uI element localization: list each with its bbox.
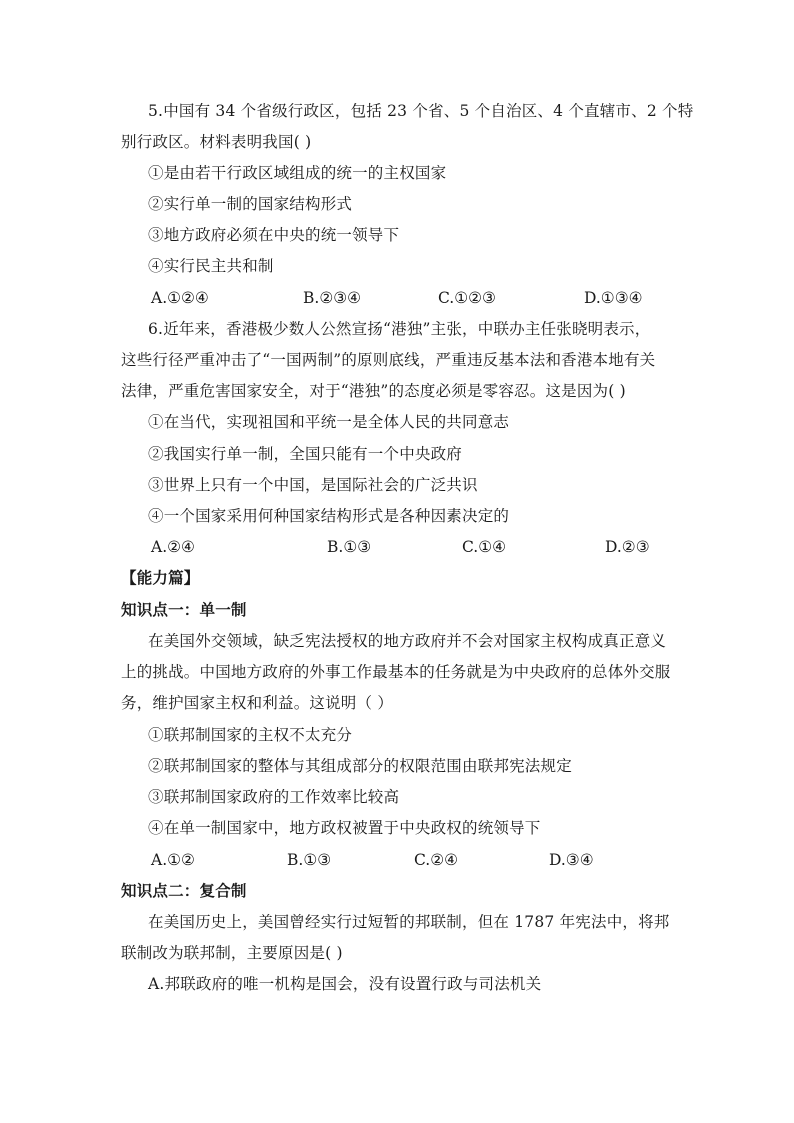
q6-item-4: ④一个国家采用何种国家结构形式是各种因素决定的	[148, 507, 510, 525]
kp2-stem-line1: 在美国历史上，美国曾经实行过短暂的邦联制，但在 1787 年宪法中，将邦	[148, 913, 670, 931]
kp1-option-c: C.②④	[414, 851, 459, 869]
kp1-title: 知识点一：单一制	[121, 601, 247, 619]
q6-stem-line1: 6.近年来，香港极少数人公然宣扬“港独”主张，中联办主任张晓明表示，	[148, 320, 651, 338]
q5-option-a: A.①②④	[151, 289, 209, 307]
q6-item-3: ③世界上只有一个中国，是国际社会的广泛共识	[148, 476, 478, 494]
kp1-stem-line1: 在美国外交领域，缺乏宪法授权的地方政府并不会对国家主权构成真正意义	[148, 632, 667, 650]
q5-item-2: ②实行单一制的国家结构形式	[148, 195, 353, 213]
kp2-stem-line2: 联制改为联邦制，主要原因是( )	[121, 944, 343, 962]
kp2-title: 知识点二：复合制	[121, 882, 247, 900]
section-title: 【能力篇】	[121, 569, 200, 587]
q5-stem-line2: 别行政区。材料表明我国( )	[121, 133, 312, 151]
kp1-stem-line3: 务，维护国家主权和利益。这说明（ ）	[121, 694, 394, 712]
q5-option-d: D.①③④	[584, 289, 643, 307]
q5-item-1: ①是由若干行政区域组成的统一的主权国家	[148, 164, 447, 182]
q6-option-a: A.②④	[151, 538, 195, 556]
q6-item-1: ①在当代，实现祖国和平统一是全体人民的共同意志	[148, 413, 510, 431]
kp2-option-a: A.邦联政府的唯一机构是国会，没有设置行政与司法机关	[148, 975, 542, 993]
q5-option-b: B.②③④	[303, 289, 362, 307]
q5-stem-line1: 5.中国有 34 个省级行政区，包括 23 个省、5 个自治区、4 个直辖市、2 个特	[148, 102, 694, 120]
kp1-item-2: ②联邦制国家的整体与其组成部分的权限范围由联邦宪法规定	[148, 757, 572, 775]
q5-item-3: ③地方政府必须在中央的统一领导下	[148, 226, 400, 244]
kp1-option-d: D.③④	[549, 851, 594, 869]
q6-item-2: ②我国实行单一制，全国只能有一个中央政府	[148, 445, 463, 463]
q6-stem-line3: 法律，严重危害国家安全，对于“港独”的态度必须是零容忍。这是因为( )	[121, 382, 626, 400]
q6-option-d: D.②③	[605, 538, 650, 556]
q6-option-b: B.①③	[327, 538, 372, 556]
kp1-item-3: ③联邦制国家政府的工作效率比较高	[148, 788, 400, 806]
q5-item-4: ④实行民主共和制	[148, 257, 274, 275]
q6-stem-line2: 这些行径严重冲击了“一国两制”的原则底线，严重违反基本法和香港本地有关	[121, 351, 656, 369]
kp1-item-4: ④在单一制国家中，地方政权被置于中央政权的统领导下	[148, 819, 541, 837]
kp1-option-b: B.①③	[287, 851, 332, 869]
q6-option-c: C.①④	[462, 538, 507, 556]
kp1-item-1: ①联邦制国家的主权不太充分	[148, 726, 353, 744]
q5-option-c: C.①②③	[438, 289, 496, 307]
kp1-option-a: A.①②	[151, 851, 195, 869]
kp1-stem-line2: 上的挑战。中国地方政府的外事工作最基本的任务就是为中央政府的总体外交服	[121, 663, 671, 681]
